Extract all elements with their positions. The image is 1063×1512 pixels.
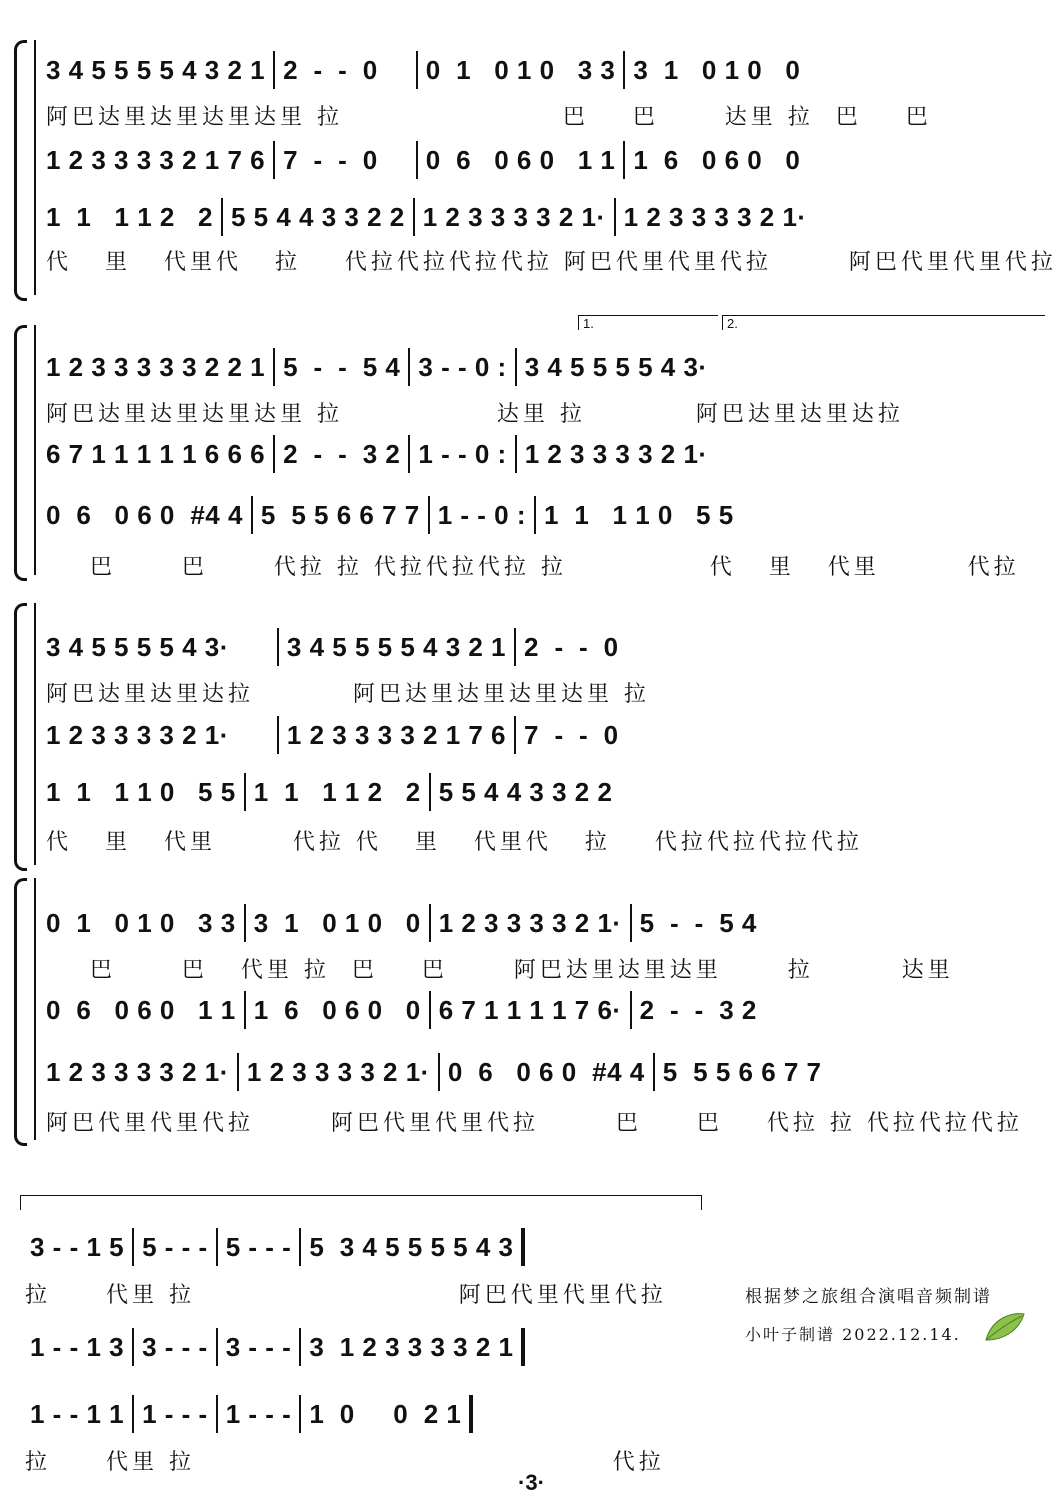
measure: 5 5 5 6 6 7 7 — [653, 1053, 830, 1091]
measure: 1 1 1 1 0 5 5 — [534, 496, 742, 534]
bass-lyrics: 巴 巴 代拉 拉 代拉代拉代拉 拉 代 里 代里 代拉 — [46, 554, 1020, 580]
measure: 1 2 3 3 3 3 2 1· — [614, 198, 815, 236]
soprano-lyrics: 阿巴达里达里达拉 阿巴达里达里达里达里 拉 — [46, 681, 650, 707]
measure: 0 6 0 6 0 1 1 — [416, 141, 624, 179]
bass-notes — [46, 775, 1043, 809]
system-brace — [14, 878, 27, 1146]
soprano-lyrics: 巴 巴 代里 拉 巴 巴 阿巴达里达里达里 拉 达里 — [46, 957, 954, 983]
system-bar — [34, 40, 36, 295]
soprano-notes — [46, 350, 1043, 384]
score-system-3 — [0, 595, 1063, 865]
measure: 1 1 1 1 2 2 — [46, 201, 213, 232]
measure: 1 2 3 3 3 3 2 1· — [413, 198, 614, 236]
soprano-notes — [46, 630, 1043, 664]
system-brace — [14, 325, 27, 581]
measure: 7 - - 0 — [273, 141, 386, 179]
bass-lyrics: 拉 代里 拉 代拉 — [25, 1449, 665, 1475]
leaf-icon — [982, 1310, 1026, 1344]
system-bar — [34, 878, 36, 1140]
page-number: ·3· — [518, 1470, 545, 1495]
measure: 1 1 1 1 2 2 — [244, 773, 429, 811]
measure: 5 3 4 5 5 5 5 4 3 — [299, 1228, 525, 1266]
score-system-4 — [0, 878, 1063, 1148]
measure: 1 0 0 2 1 — [299, 1395, 473, 1433]
soprano-lyrics: 阿巴达里达里达里达里 拉 巴 巴 达里 拉 巴 巴 — [46, 104, 932, 130]
bass-notes — [46, 200, 1043, 234]
measure: 1 2 3 3 3 3 3 2 2 1 — [46, 351, 266, 382]
system-bar — [34, 325, 36, 575]
measure: 1 2 3 3 3 3 2 1 7 6 — [277, 716, 514, 754]
measure: 3 - - - — [132, 1328, 216, 1366]
measure: 0 6 0 6 0 #4 4 — [46, 499, 243, 530]
measure: 7 - - 0 — [514, 716, 627, 754]
measure: 1 2 3 3 3 3 2 1· — [46, 719, 229, 750]
soprano-notes — [46, 906, 1043, 940]
alto-notes — [46, 993, 1043, 1027]
score-system-5 — [20, 1190, 700, 1475]
bass-notes — [46, 498, 1043, 532]
measure: 2 - - 0 — [514, 628, 627, 666]
measure: 2 - - 3 2 — [273, 435, 408, 473]
measure: 1 - - 1 1 — [30, 1398, 125, 1429]
measure: 3 4 5 5 5 5 4 3 2 1 — [277, 628, 514, 666]
measure: 3 1 2 3 3 3 3 2 1 — [299, 1328, 525, 1366]
bass-lyrics: 代 里 代里 代拉 代 里 代里代 拉 代拉代拉代拉代拉 — [46, 829, 863, 855]
measure: 2 - - 3 2 — [630, 991, 765, 1029]
repeat-bracket — [20, 1195, 702, 1210]
measure: 1 1 1 1 0 5 5 — [46, 776, 236, 807]
measure: 6 7 1 1 1 1 7 6· — [429, 991, 630, 1029]
measure: 1 - - 0 : — [428, 496, 534, 534]
measure: 3 1 0 1 0 0 — [244, 904, 429, 942]
soprano-notes — [30, 1230, 680, 1264]
volta-1: 1. — [578, 315, 718, 330]
measure: 0 1 0 1 0 3 3 — [46, 907, 236, 938]
measure: 0 1 0 1 0 3 3 — [416, 51, 624, 89]
measure: 1 - - 0 : — [408, 435, 514, 473]
measure: 3 4 5 5 5 5 4 3 2 1 — [46, 54, 266, 85]
bass-notes — [46, 1055, 1043, 1089]
measure: 1 - - - — [132, 1395, 216, 1433]
measure: 1 2 3 3 3 3 2 1· — [515, 435, 716, 473]
system-bar — [34, 603, 36, 865]
volta-2: 2. — [722, 315, 1045, 330]
system-brace — [14, 603, 27, 871]
measure: 1 - - - — [216, 1395, 300, 1433]
measure: 0 6 0 6 0 #4 4 — [438, 1053, 653, 1091]
bass-lyrics: 阿巴代里代里代拉 阿巴代里代里代拉 巴 巴 代拉 拉 代拉代拉代拉 — [46, 1110, 1023, 1136]
measure: 5 5 4 4 3 3 2 2 — [429, 773, 621, 811]
measure: 5 5 4 4 3 3 2 2 — [221, 198, 413, 236]
measure: 1 6 0 6 0 0 — [244, 991, 429, 1029]
score-system-1 — [0, 30, 1063, 290]
bass-lyrics: 代 里 代里代 拉 代拉代拉代拉代拉 阿巴代里代里代拉 阿巴代里代里代拉 — [46, 249, 1057, 275]
measure: 3 1 0 1 0 0 — [623, 51, 808, 89]
measure: 6 7 1 1 1 1 1 6 6 6 — [46, 438, 266, 469]
measure: 3 - - 1 5 — [30, 1231, 125, 1262]
alto-notes — [30, 1330, 680, 1364]
measure: 1 6 0 6 0 0 — [623, 141, 808, 179]
measure: 1 - - 1 3 — [30, 1331, 125, 1362]
score-system-2 — [0, 310, 1063, 580]
credit-source: 根据梦之旅组合演唱音频制谱 — [745, 1287, 992, 1307]
alto-notes — [46, 437, 1043, 471]
measure: 3 4 5 5 5 5 4 3· — [515, 348, 716, 386]
measure: 3 - - 0 : — [408, 348, 514, 386]
soprano-lyrics: 阿巴达里达里达里达里 拉 达里 拉 阿巴达里达里达拉 — [46, 401, 904, 427]
measure: 1 2 3 3 3 3 2 1 7 6 — [46, 144, 266, 175]
measure: 5 - - 5 4 — [630, 904, 765, 942]
measure: 5 5 5 6 6 7 7 — [251, 496, 428, 534]
measure: 3 - - - — [216, 1328, 300, 1366]
bass-notes — [30, 1397, 680, 1431]
measure: 0 6 0 6 0 1 1 — [46, 994, 236, 1025]
measure: 1 2 3 3 3 3 2 1· — [237, 1053, 438, 1091]
soprano-lyrics: 拉 代里 拉 阿巴代里代里代拉 — [25, 1282, 667, 1308]
system-brace — [14, 40, 27, 301]
measure: 2 - - 0 — [273, 51, 386, 89]
soprano-notes — [46, 53, 1043, 87]
measure: 1 2 3 3 3 3 2 1· — [46, 1056, 229, 1087]
credit-author-date: 小叶子制谱 2022.12.14. — [745, 1325, 961, 1344]
measure: 1 2 3 3 3 3 2 1· — [429, 904, 630, 942]
measure: 3 4 5 5 5 5 4 3· — [46, 631, 229, 662]
alto-notes — [46, 143, 1043, 177]
alto-notes — [46, 718, 1043, 752]
measure: 5 - - - — [132, 1228, 216, 1266]
measure: 5 - - 5 4 — [273, 348, 408, 386]
measure: 5 - - - — [216, 1228, 300, 1266]
